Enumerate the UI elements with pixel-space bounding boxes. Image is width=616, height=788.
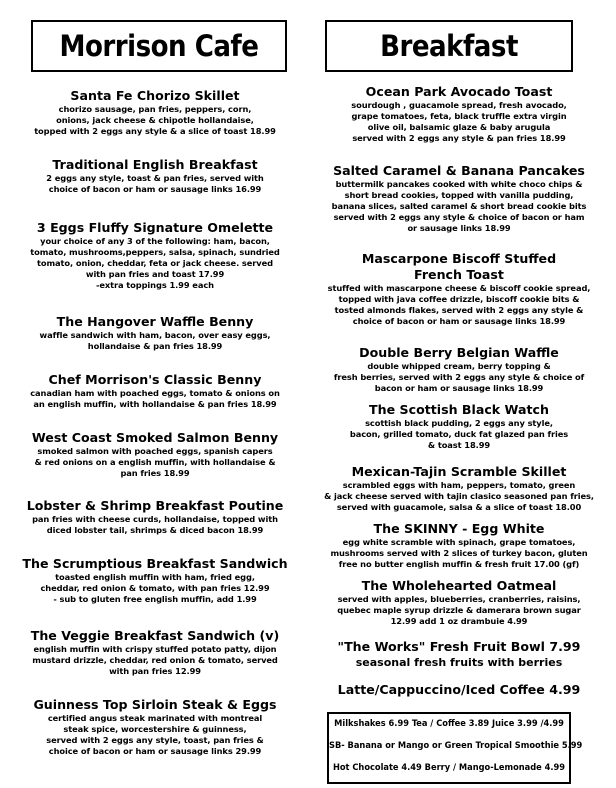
item-name: Double Berry Belgian Waffle	[359, 345, 559, 360]
section-title: Breakfast	[325, 20, 573, 72]
item-name: Latte/Cappuccino/Iced Coffee 4.99	[337, 682, 581, 697]
item-description: buttermilk pancakes cooked with white choco chips & short bread cookies, topped with vanilla pudding, banana slices, salted caramel & short bread cookie bits served with 2 eggs any style & choice of bacon or ham or sausage links 18.99	[331, 179, 587, 233]
menu-item	[10, 430, 300, 479]
item-name: Santa Fe Chorizo Skillet	[70, 88, 240, 103]
menu-item	[10, 372, 300, 410]
menu-item	[310, 639, 608, 671]
menu-item	[310, 163, 608, 234]
item-description: chorizo sausage, pan fries, peppers, corn, onions, jack cheese & chipotle hollandaise, topped with 2 eggs any style & a slice of toast 18.99	[34, 104, 276, 136]
menu-item	[10, 220, 300, 291]
item-name: 3 Eggs Fluffy Signature Omelette	[36, 220, 274, 235]
item-name: Ocean Park Avocado Toast	[365, 84, 553, 99]
item-name: The Veggie Breakfast Sandwich (v)	[30, 628, 280, 643]
item-name: The Scottish Black Watch	[369, 402, 549, 417]
item-name: Salted Caramel & Banana Pancakes	[333, 163, 585, 178]
item-name: The Wholehearted Oatmeal	[361, 578, 557, 593]
drinks-row: SB- Banana or Mango or Green Tropical Smoothie 5.99	[329, 740, 583, 751]
menu-item	[10, 88, 300, 137]
item-description: waffle sandwich with ham, bacon, over easy eggs, hollandaise & pan fries 18.99	[39, 330, 271, 351]
drinks-box	[327, 712, 583, 784]
drinks-row: Milkshakes 6.99 Tea / Coffee 3.89 Juice 3.99 /4.99	[334, 718, 564, 729]
item-name: Mexican-Tajin Scramble Skillet	[351, 464, 567, 479]
menu-item	[10, 314, 300, 352]
item-description: stuffed with mascarpone cheese & biscoff cookie spread, topped with java coffee drizzle, biscoff cookie bits & tosted almonds flakes, served with 2 eggs any style & choice of bacon or ham or sausage links 18.99	[327, 283, 591, 326]
item-name: Traditional English Breakfast	[52, 157, 258, 172]
item-name: Chef Morrison's Classic Benny	[48, 372, 262, 387]
menu-item	[310, 251, 608, 327]
item-description: 2 eggs any style, toast & pan fries, served with choice of bacon or ham or sausage links 16.99	[46, 173, 264, 194]
item-description: smoked salmon with poached eggs, spanish capers & red onions on a english muffin, with hollandaise & pan fries 18.99	[34, 446, 276, 478]
item-description: scrambled eggs with ham, peppers, tomato, green & jack cheese served with tajin clasico seasoned pan fries, served with guacamole, salsa & a slice of toast 18.00	[324, 480, 594, 512]
item-description: toasted english muffin with ham, fried egg, cheddar, red onion & tomato, with pan fries 12.99 - sub to gluten free english muffin, add 1.99	[40, 572, 270, 604]
menu-item	[310, 521, 608, 570]
item-name: West Coast Smoked Salmon Benny	[31, 430, 279, 445]
item-name: Mascarpone Biscoff Stuffed French Toast	[361, 251, 557, 282]
item-name: "The Works" Fresh Fruit Bowl 7.99	[337, 639, 581, 654]
menu-item	[10, 556, 300, 605]
menu-item	[310, 464, 608, 513]
menu-item	[10, 628, 300, 677]
item-description: your choice of any 3 of the following: ham, bacon, tomato, mushrooms,peppers, salsa, spinach, sundried tomato, onion, cheddar, feta or jack cheese. served with pan fries and toast 17.99 -extra toppings 1.99 each	[30, 236, 280, 290]
item-description: sourdough , guacamole spread, fresh avocado, grape tomatoes, feta, black truffle extra virgin olive oil, balsamic glaze & baby arugula served with 2 eggs any style & pan fries 18.99	[351, 100, 567, 143]
item-name: The Hangover Waffle Benny	[56, 314, 254, 329]
item-name: Guinness Top Sirloin Steak & Eggs	[33, 697, 277, 712]
restaurant-title: Morrison Cafe	[31, 20, 287, 72]
item-description: seasonal fresh fruits with berries	[355, 656, 563, 669]
menu-item	[10, 157, 300, 195]
drinks-row: Hot Chocolate 4.49 Berry / Mango-Lemonade 4.99	[332, 762, 566, 773]
item-name: The Scrumptious Breakfast Sandwich	[22, 556, 288, 571]
item-description: canadian ham with poached eggs, tomato & onions on an english muffin, with hollandaise & pan fries 18.99	[30, 388, 280, 409]
item-description: english muffin with crispy stuffed potato patty, dijon mustard drizzle, cheddar, red onion & tomato, served with pan fries 12.99	[32, 644, 278, 676]
item-description: pan fries with cheese curds, hollandaise, topped with diced lobster tail, shrimps & diced bacon 18.99	[32, 514, 278, 535]
item-description: double whipped cream, berry topping & fresh berries, served with 2 eggs any style & choice of bacon or ham or sausage links 18.99	[333, 361, 585, 393]
item-description: served with apples, blueberries, cranberries, raisins, quebec maple syrup drizzle & damerara brown sugar 12.99 add 1 oz drambuie 4.99	[337, 594, 581, 626]
menu-item	[10, 498, 300, 536]
menu-item	[310, 402, 608, 451]
menu-item	[310, 345, 608, 394]
item-name: Lobster & Shrimp Breakfast Poutine	[26, 498, 284, 513]
item-description: egg white scramble with spinach, grape tomatoes, mushrooms served with 2 slices of turkey bacon, gluten free no butter english muffin & fresh fruit 17.00 (gf)	[330, 537, 588, 569]
menu-item	[310, 578, 608, 627]
item-name: The SKINNY - Egg White	[373, 521, 545, 536]
menu-item	[310, 682, 608, 698]
menu-item	[310, 84, 608, 144]
menu-item	[10, 697, 300, 757]
item-description: certified angus steak marinated with montreal steak spice, worcestershire & guinness, served with 2 eggs any style, toast, pan fries & choice of bacon or ham or sausage links 29.99	[46, 713, 264, 756]
item-description: scottish black pudding, 2 eggs any style, bacon, grilled tomato, duck fat glazed pan fries & toast 18.99	[349, 418, 569, 450]
